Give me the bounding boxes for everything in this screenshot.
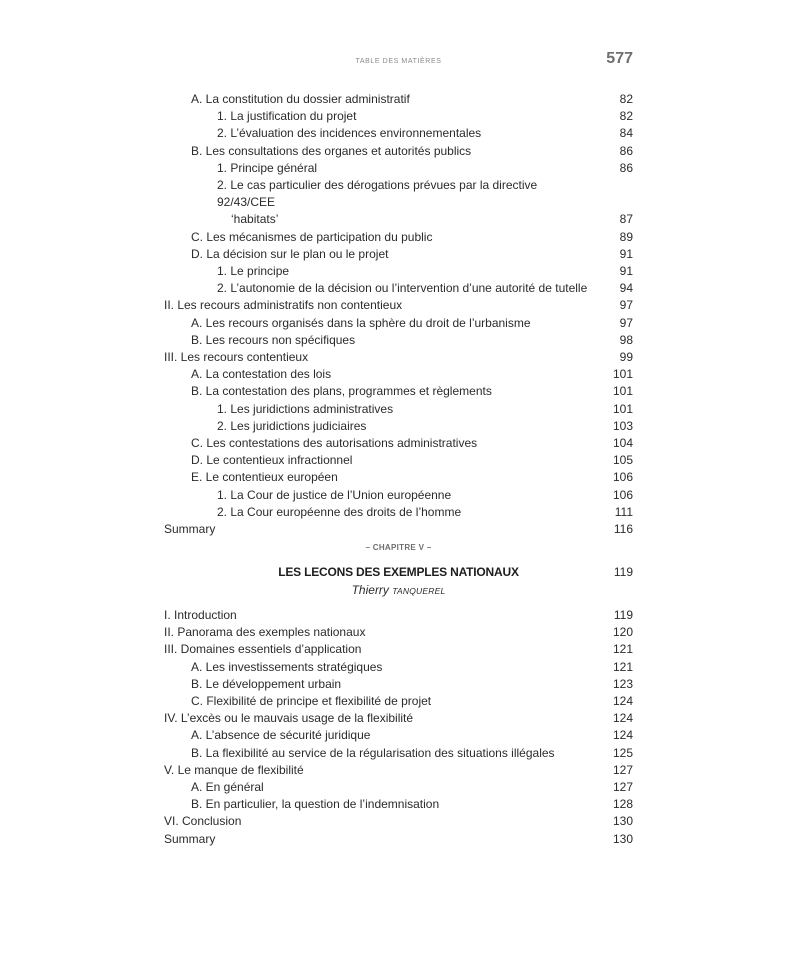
toc-entry-title — [164, 418, 593, 435]
toc-entry-title — [164, 332, 593, 349]
toc-entry-title-text: II. Panorama des exemples nationaux — [164, 625, 366, 640]
toc-entry-page: 84 — [619, 126, 633, 141]
toc-entry-page: 86 — [619, 143, 633, 158]
toc-entry — [164, 160, 633, 177]
toc-entry-title — [164, 487, 593, 504]
toc-entry — [164, 418, 633, 435]
toc-entry-title-text: V. Le manque de flexibilité — [164, 762, 304, 777]
toc-entry-page: 125 — [612, 745, 633, 760]
toc-entry-title-text: 2. L’autonomie de la décision ou l’intervention d’une autorité de tutelle — [217, 281, 588, 296]
toc-entry — [164, 280, 633, 297]
toc-entry-title — [164, 435, 593, 452]
toc-entry-title — [164, 315, 593, 332]
toc-entry-title-text: 1. La justification du projet — [217, 109, 357, 124]
toc-entry-page: 97 — [619, 315, 633, 330]
toc-entry-page: 128 — [612, 797, 633, 812]
toc-entry — [164, 366, 633, 383]
toc-entry-page: 86 — [619, 160, 633, 175]
toc-entry — [164, 315, 633, 332]
toc-entry — [164, 745, 633, 762]
toc-entry-page: 94 — [619, 281, 633, 296]
toc-entry-title — [164, 727, 593, 744]
toc-entry-title-text: B. Les recours non spécifiques — [191, 332, 356, 347]
toc-entry-title-text: A. La constitution du dossier administratif — [191, 92, 410, 106]
toc-entry — [164, 504, 633, 521]
toc-entry-title — [164, 659, 593, 676]
toc-entry-title-text: A. Les investissements stratégiques — [191, 659, 383, 674]
toc-entry — [164, 659, 633, 676]
toc-entry-page: 89 — [619, 229, 633, 244]
toc-entry-page: 121 — [612, 659, 633, 674]
toc-entry-page: 101 — [612, 401, 633, 416]
toc-entry-title-text: B. La flexibilité au service de la régularisation des situations illégales — [191, 745, 555, 760]
toc-entry-title — [164, 521, 593, 538]
toc-entry-title — [164, 297, 593, 314]
toc-entry-title-text: D. La décision sur le plan ou le projet — [191, 246, 389, 261]
toc-entry — [164, 607, 633, 624]
toc-entry-title-text: III. Domaines essentiels d’application — [164, 642, 362, 657]
toc-entry-title-text: 2. La Cour européenne des droits de l’homme — [217, 504, 462, 519]
toc-entry-title — [164, 280, 593, 297]
toc-entry — [164, 676, 633, 693]
toc-entry-title-text: Summary — [164, 522, 216, 537]
toc-entry — [164, 831, 633, 848]
toc-entry-page: 130 — [612, 831, 633, 846]
toc-section-part1 — [164, 91, 633, 538]
toc-entry — [164, 125, 633, 142]
toc-entry-title-continuation: ‘habitats’ — [231, 212, 279, 227]
toc-entry — [164, 91, 633, 108]
toc-entry-title-text: B. En particulier, la question de l’indemnisation — [191, 797, 440, 812]
toc-entry-title-text: 1. Le principe — [217, 264, 290, 279]
toc-entry-page: 104 — [612, 436, 633, 451]
toc-entry-page: 87 — [619, 212, 633, 227]
toc-entry-title — [164, 401, 593, 418]
toc-entry-page: 101 — [612, 367, 633, 382]
chapter-page-number: 119 — [613, 565, 633, 579]
toc-entry-page: 82 — [619, 92, 633, 106]
toc-entry-page: 99 — [619, 350, 633, 365]
toc-entry-title — [164, 246, 593, 263]
running-header — [164, 50, 633, 72]
toc-entry-title — [164, 108, 593, 125]
toc-entry-title-text: B. Le développement urbain — [191, 676, 342, 691]
toc-entry-title-text: 2. Le cas particulier des dérogations prévues par la directive 92/43/CEE — [217, 178, 538, 210]
toc-entry-page: 111 — [614, 504, 633, 519]
chapter-author — [164, 583, 633, 597]
toc-entry-title — [164, 762, 593, 779]
toc-entry-title-text: 1. Les juridictions administratives — [217, 401, 394, 416]
running-title: TABLE DES MATIÈRES — [355, 58, 442, 65]
toc-entry-title — [164, 779, 593, 796]
toc-entry-page: 127 — [612, 780, 633, 795]
toc-entry-title-text: A. La contestation des lois — [191, 367, 332, 382]
toc-entry-title — [164, 469, 593, 486]
toc-entry-page: 91 — [619, 264, 633, 279]
toc-entry — [164, 349, 633, 366]
toc-entry-title-text: 2. Les juridictions judiciaires — [217, 418, 367, 433]
toc-entry — [164, 297, 633, 314]
toc-entry — [164, 177, 633, 229]
toc-entry — [164, 813, 633, 830]
toc-entry-page: 116 — [613, 522, 633, 537]
toc-entry-title — [164, 813, 593, 830]
toc-entry-title — [164, 676, 593, 693]
toc-entry — [164, 108, 633, 125]
toc-entry — [164, 762, 633, 779]
toc-entry-page: 106 — [612, 470, 633, 485]
toc-entry — [164, 521, 633, 538]
toc-entry — [164, 469, 633, 486]
toc-entry-title — [164, 710, 593, 727]
toc-entry-page: 124 — [612, 694, 633, 709]
toc-entry-page: 123 — [612, 676, 633, 691]
toc-entry — [164, 727, 633, 744]
toc-entry-title — [164, 229, 593, 246]
page-number: 577 — [606, 50, 633, 67]
toc-entry-title — [164, 91, 593, 108]
toc-entry-page: 98 — [619, 332, 633, 347]
toc-entry-title-text: D. Le contentieux infractionnel — [191, 453, 353, 468]
toc-entry — [164, 332, 633, 349]
toc-entry-title-text: B. Les consultations des organes et autorités publics — [191, 143, 472, 158]
toc-entry — [164, 710, 633, 727]
toc-entry — [164, 624, 633, 641]
toc-entry-title-text: 2. L’évaluation des incidences environnementales — [217, 126, 482, 141]
toc-entry-page: 106 — [612, 487, 633, 502]
toc-entry-title — [164, 796, 593, 813]
toc-entry-title — [164, 383, 593, 400]
toc-entry-title — [164, 745, 593, 762]
chapter-label: – CHAPITRE V – — [365, 543, 432, 552]
toc-entry-title-text: E. Le contentieux européen — [191, 470, 338, 485]
toc-entry-page: 124 — [612, 728, 633, 743]
toc-entry — [164, 383, 633, 400]
toc-entry-page: 130 — [612, 814, 633, 829]
toc-entry-title-text: C. Flexibilité de principe et flexibilité de projet — [191, 694, 432, 709]
toc-entry-title-text: A. Les recours organisés dans la sphère du droit de l’urbanisme — [191, 315, 531, 330]
chapter-title: LES LECONS DES EXEMPLES NATIONAUX — [278, 565, 519, 579]
toc-entry-title — [164, 504, 593, 521]
toc-entry — [164, 693, 633, 710]
toc-entry-title — [164, 177, 593, 229]
toc-section-part2 — [164, 607, 633, 848]
toc-entry-page: 82 — [619, 109, 633, 124]
toc-entry-title-text: C. Les mécanismes de participation du public — [191, 229, 433, 244]
toc-entry-page: 97 — [619, 298, 633, 313]
toc-entry-title-text: IV. L’excès ou le mauvais usage de la flexibilité — [164, 711, 414, 726]
toc-entry-title-text: III. Les recours contentieux — [164, 350, 309, 365]
toc-entry-title-text: B. La contestation des plans, programmes et règlements — [191, 384, 492, 399]
toc-entry-page: 119 — [613, 608, 633, 622]
toc-entry-title — [164, 452, 593, 469]
toc-entry-title — [164, 349, 593, 366]
toc-entry — [164, 246, 633, 263]
toc-entry-title-text: 1. Principe général — [217, 160, 318, 175]
toc-entry-page: 105 — [612, 453, 633, 468]
toc-entry-page: 121 — [612, 642, 633, 657]
toc-entry-page: 101 — [612, 384, 633, 399]
toc-entry-page: 124 — [612, 711, 633, 726]
toc-entry-title-text: VI. Conclusion — [164, 814, 242, 829]
toc-entry-title — [164, 641, 593, 658]
toc-entry-page: 103 — [612, 418, 633, 433]
toc-entry-title-text: II. Les recours administratifs non contentieux — [164, 298, 403, 313]
toc-entry-title — [164, 607, 593, 624]
toc-entry-title — [164, 143, 593, 160]
toc-entry-title-text: Summary — [164, 831, 216, 846]
toc-entry-page: 91 — [619, 246, 633, 261]
author-first-name: Thierry — [351, 583, 389, 597]
toc-entry-title-text: A. En général — [191, 780, 264, 795]
toc-entry — [164, 487, 633, 504]
toc-entry-title — [164, 831, 593, 848]
toc-entry-title-text: C. Les contestations des autorisations administratives — [191, 436, 478, 451]
author-last-name: TANQUEREL — [392, 586, 446, 596]
toc-entry-title — [164, 693, 593, 710]
toc-entry — [164, 779, 633, 796]
toc-entry — [164, 435, 633, 452]
toc-entry-page: 120 — [612, 625, 633, 640]
toc-entry-title-text: 1. La Cour de justice de l’Union européenne — [217, 487, 452, 502]
toc-entry — [164, 452, 633, 469]
chapter-heading — [164, 565, 633, 582]
toc-entry-title — [164, 366, 593, 383]
toc-entry-page: 127 — [612, 762, 633, 777]
toc-entry — [164, 641, 633, 658]
toc-entry-title-text: I. Introduction — [164, 608, 237, 622]
toc-entry-title — [164, 125, 593, 142]
toc-entry-title — [164, 624, 593, 641]
toc-entry — [164, 263, 633, 280]
toc-entry-title-text: A. L’absence de sécurité juridique — [191, 728, 371, 743]
toc-entry-title — [164, 263, 593, 280]
toc-entry — [164, 229, 633, 246]
toc-entry — [164, 143, 633, 160]
toc-entry — [164, 796, 633, 813]
toc-entry — [164, 401, 633, 418]
toc-entry-title — [164, 160, 593, 177]
